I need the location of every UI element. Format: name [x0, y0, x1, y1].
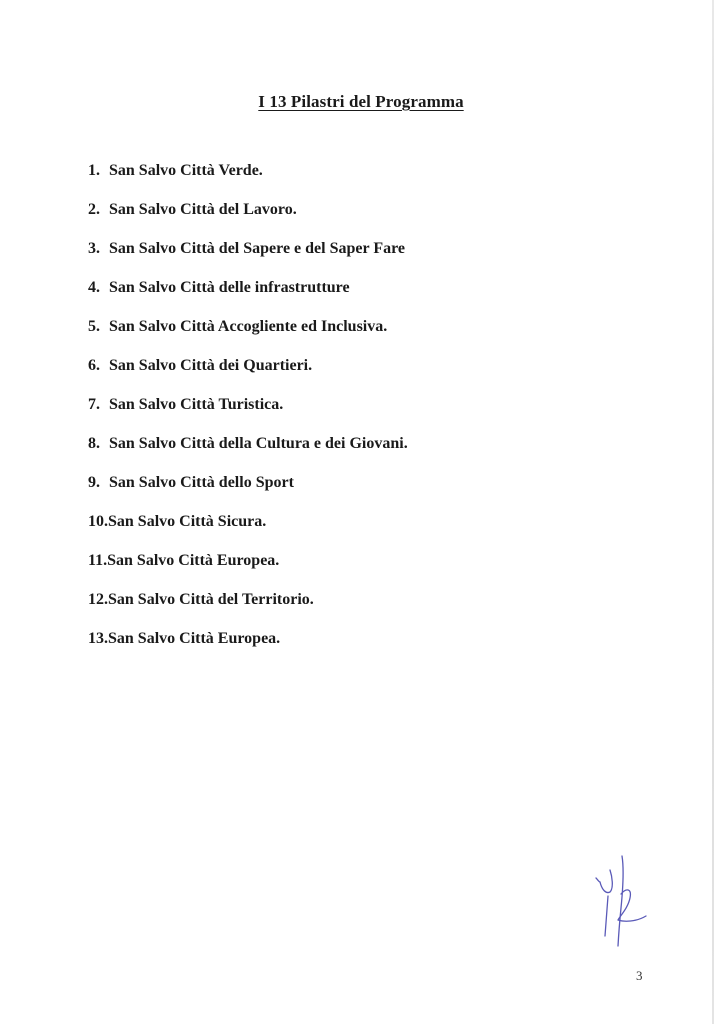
list-item-number: 3.: [88, 240, 100, 257]
list-item: [88, 474, 408, 513]
list-item-text: San Salvo Città del Territorio.: [108, 591, 314, 608]
list-item-text: San Salvo Città Turistica.: [109, 396, 284, 413]
list-item: [88, 630, 408, 669]
list-item-text: San Salvo Città Europea.: [107, 552, 280, 569]
list-item: [88, 513, 408, 552]
list-item: [88, 357, 408, 396]
list-item-number: 2.: [88, 201, 100, 218]
list-item-text: San Salvo Città dei Quartieri.: [109, 357, 313, 374]
list-item: [88, 396, 408, 435]
list-item-number: 6.: [88, 357, 100, 374]
list-item-text: San Salvo Città della Cultura e dei Giovani.: [109, 435, 408, 452]
list-item: [88, 552, 408, 591]
list-item: [88, 162, 408, 201]
list-item-text: San Salvo Città Europea.: [108, 630, 281, 647]
page-number: 3: [636, 968, 643, 983]
list-item-number: 1.: [88, 162, 100, 179]
list-item: [88, 279, 408, 318]
list-item: [88, 318, 408, 357]
list-item: [88, 201, 408, 240]
list-item-number: 13.: [88, 630, 108, 647]
page-edge-shadow: [712, 0, 714, 1024]
list-item-number: 8.: [88, 435, 100, 452]
pillar-list: [88, 162, 408, 669]
list-item-number: 9.: [88, 474, 100, 491]
list-item-number: 11.: [88, 552, 108, 569]
list-item-number: 4.: [88, 279, 100, 296]
list-item: [88, 240, 408, 279]
list-item-text: San Salvo Città del Lavoro.: [109, 201, 297, 218]
list-item: [88, 591, 408, 630]
list-item: [88, 435, 408, 474]
list-item-text: San Salvo Città dello Sport: [109, 474, 294, 491]
list-item-text: San Salvo Città Verde.: [109, 162, 263, 179]
list-item-number: 10.: [88, 513, 108, 530]
list-item-text: San Salvo Città del Sapere e del Saper Fare: [109, 240, 405, 257]
handwritten-signature: [588, 848, 658, 958]
list-item-text: San Salvo Città delle infrastrutture: [109, 279, 350, 296]
list-item-number: 5.: [88, 318, 100, 335]
document-title: I 13 Pilastri del Programma: [258, 92, 464, 111]
list-item-number: 7.: [88, 396, 100, 413]
list-item-text: San Salvo Città Sicura.: [108, 513, 267, 530]
list-item-text: San Salvo Città Accogliente ed Inclusiva.: [109, 318, 388, 335]
list-item-number: 12.: [88, 591, 108, 608]
